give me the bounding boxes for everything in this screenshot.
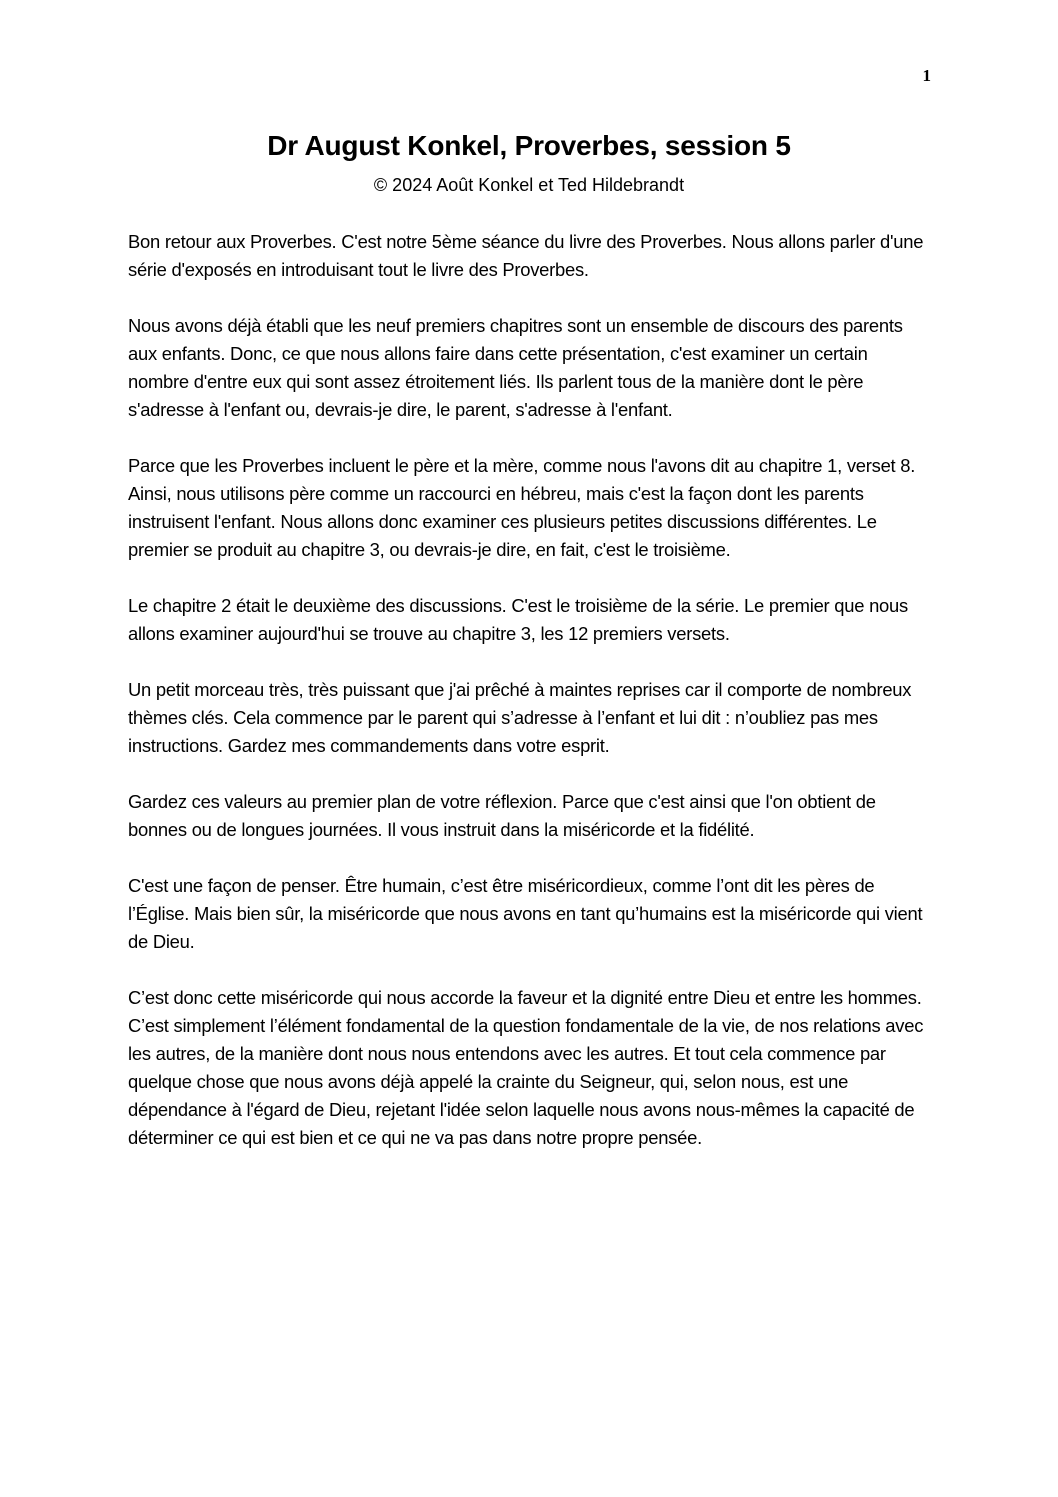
- paragraph-6: Gardez ces valeurs au premier plan de votre réflexion. Parce que c'est ainsi que l'on obtient de bonnes ou de longues journées. Il vous instruit dans la miséricorde et la fidélité.: [128, 791, 876, 840]
- document-body: [128, 228, 928, 1180]
- paragraph-8: C’est donc cette miséricorde qui nous accorde la faveur et la dignité entre Dieu et entre les hommes. C’est simplement l’élément fondamental de la question fondamentale de la vie, de nos relations avec les autres, de la manière dont nous nous entendons avec les autres. Et tout cela commence par quelque chose que nous avons déjà appelé la crainte du Seigneur, qui, selon nous, est une dépendance à l'égard de Dieu, rejetant l'idée selon laquelle nous avons nous-mêmes la capacité de déterminer ce qui est bien et ce qui ne va pas dans notre propre pensée.: [128, 987, 924, 1148]
- paragraph-2: Nous avons déjà établi que les neuf premiers chapitres sont un ensemble de discours des parents aux enfants. Donc, ce que nous allons faire dans cette présentation, c'est examiner un certain nombre d'entre eux qui sont assez étroitement liés. Ils parlent tous de la manière dont le père s'adresse à l'enfant ou, devrais-je dire, le parent, s'adresse à l'enfant.: [128, 315, 903, 420]
- paragraph-1: Bon retour aux Proverbes. C'est notre 5ème séance du livre des Proverbes. Nous allons parler d'une série d'exposés en introduisant tout le livre des Proverbes.: [128, 231, 924, 280]
- paragraph-4: Le chapitre 2 était le deuxième des discussions. C'est le troisième de la série. Le premier que nous allons examiner aujourd'hui se trouve au chapitre 3, les 12 premiers versets.: [128, 595, 908, 644]
- paragraph-3: Parce que les Proverbes incluent le père et la mère, comme nous l'avons dit au chapitre 1, verset 8. Ainsi, nous utilisons père comme un raccourci en hébreu, mais c'est la façon dont les parents instruisent l'enfant. Nous allons donc examiner ces plusieurs petites discussions différentes. Le premier se produit au chapitre 3, ou devrais-je dire, en fait, c'est le troisième.: [128, 455, 916, 560]
- copyright-line: © 2024 Août Konkel et Ted Hildebrandt: [373, 175, 685, 195]
- document-title: Dr August Konkel, Proverbes, session 5: [267, 130, 791, 161]
- page-number: 1: [922, 66, 931, 85]
- paragraph-5: Un petit morceau très, très puissant que j'ai prêché à maintes reprises car il comporte de nombreux thèmes clés. Cela commence par le parent qui s’adresse à l’enfant et lui dit : n’oubliez pas mes instructions. Gardez mes commandements dans votre esprit.: [128, 679, 912, 756]
- paragraph-7: C'est une façon de penser. Être humain, c’est être miséricordieux, comme l’ont dit les pères de l’Église. Mais bien sûr, la miséricorde que nous avons en tant qu’humains est la miséricorde qui vient de Dieu.: [128, 875, 923, 952]
